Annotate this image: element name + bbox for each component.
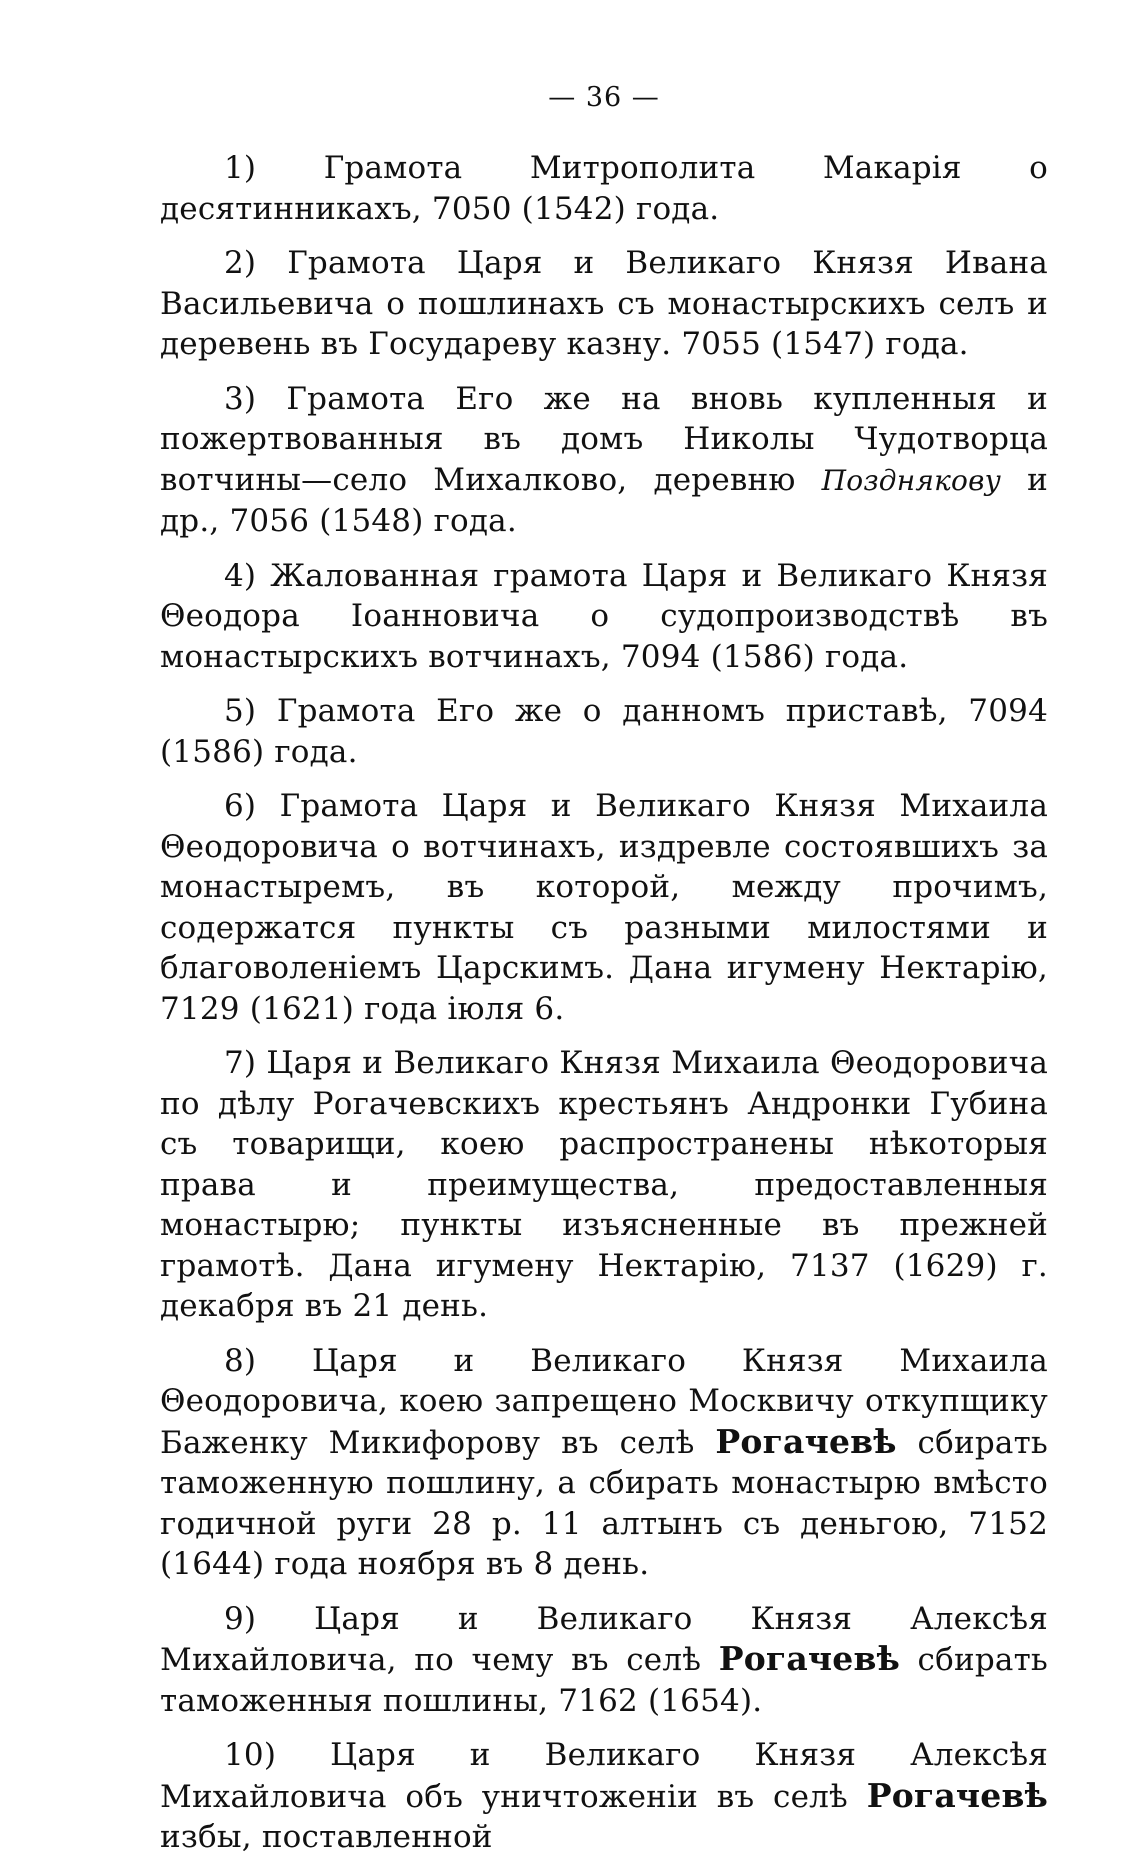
entry-text: 5) Грамота Его же о данномъ приставѣ, 7094 (1586) года.: [160, 693, 1048, 770]
entry-5: [160, 691, 1048, 772]
entry-text-after: и др., 7056 (1548) года.: [160, 461, 1048, 539]
village-name-bold: Рогачевѣ: [866, 1775, 1048, 1815]
entry-text: 1) Грамота Митрополита Макарія о десятинникахъ, 7050 (1542) года.: [160, 150, 1048, 227]
entry-text-after: избы, поставленной: [160, 1819, 493, 1855]
document-page: [160, 82, 1048, 1858]
village-name-bold: Рогачевѣ: [715, 1421, 897, 1461]
entry-3: [160, 379, 1048, 542]
entry-text: 6) Грамота Царя и Великаго Князя Михаила Θеодоровича о вотчинахъ, издревле состоявшихъ за монастыремъ, въ которой, между прочимъ, содержатся пункты съ разными милостями и благоволеніемъ Царскимъ. Дана игумену Нектарію, 7129 (1621) года іюля 6.: [160, 788, 1048, 1027]
entry-8: [160, 1341, 1048, 1585]
entry-text-after: сбирать таможенныя пошлины, 7162 (1654).: [160, 1642, 1048, 1719]
entry-2: [160, 243, 1048, 365]
entry-4: [160, 556, 1048, 678]
entry-9: [160, 1599, 1048, 1722]
entry-text-before: 3) Грамота Его же на вновь купленныя и пожертвованныя въ домъ Николы Чудотворца вотчины—село Михалково, деревню: [160, 380, 1048, 498]
entry-text-before: 9) Царя и Великаго Князя Алексѣя Михайловича, по чему въ селѣ: [160, 1600, 1048, 1678]
village-name-bold: Рогачевѣ: [718, 1639, 900, 1678]
entry-1: [160, 148, 1048, 229]
entry-text-before: 8) Царя и Великаго Князя Михаила Θеодоровича, коею запрещено Москвичу откупщику Баженку Микифорову въ селѣ: [160, 1342, 1048, 1461]
entry-7: [160, 1043, 1048, 1327]
entry-text-before: 10) Царя и Великаго Князя Алексѣя Михайловича объ уничтоженіи въ селѣ: [160, 1737, 1048, 1815]
entry-text: 7) Царя и Великаго Князя Михаила Θеодоровича по дѣлу Рогачевскихъ крестьянъ Андронки Губина съ товарищи, коею распространены нѣкоторыя права и преимущества, предоставленныя монастырю; пункты изъясненные въ прежней грамотѣ. Дана игумену Нектарію, 7137 (1629) г. декабря въ 21 день.: [160, 1045, 1048, 1324]
entry-6: [160, 786, 1048, 1029]
village-name-italic: Позднякову: [821, 463, 1002, 497]
entry-text: 2) Грамота Царя и Великаго Князя Ивана Васильевича о пошлинахъ съ монастырскихъ селъ и деревень въ Государеву казну. 7055 (1547) года.: [160, 245, 1048, 362]
entry-text-after: сбирать таможенную пошлину, а сбирать монастырю вмѣсто годичной руги 28 р. 11 алтынъ съ деньгою, 7152 (1644) года ноября въ 8 день.: [160, 1424, 1048, 1582]
entry-10: [160, 1735, 1048, 1858]
page-number: — 36 —: [548, 82, 660, 113]
entry-text: 4) Жалованная грамота Царя и Великаго Князя Θеодора Іоанновича о судопроизводствѣ въ монастырскихъ вотчинахъ, 7094 (1586) года.: [160, 557, 1048, 675]
